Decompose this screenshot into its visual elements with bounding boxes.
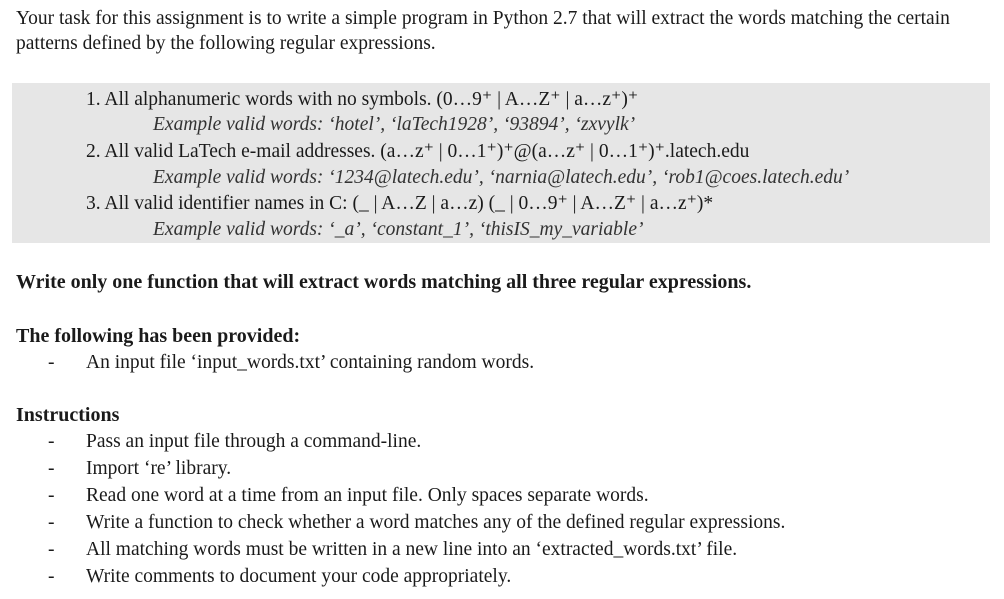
- provided-item-text: An input file ‘input_words.txt’ containing random words.: [86, 352, 535, 373]
- intro-paragraph: Your task for this assignment is to write a simple program in Python 2.7 that will extract the words matching the certain patterns defined by the following regular expressions.: [16, 8, 950, 54]
- instruction-item: [48, 429, 421, 454]
- pattern-3: 3. All valid identifier names in C: (_ | A…Z | a…z) (_ | 0…9⁺ | A…Z⁺ | a…z⁺)*: [86, 193, 714, 214]
- instruction-text: All matching words must be written in a new line into an ‘extracted_words.txt’ file.: [86, 539, 738, 560]
- bullet-dash: -: [48, 539, 55, 560]
- instruction-item: [48, 564, 511, 589]
- bullet-dash: -: [48, 566, 55, 587]
- pattern-2: 2. All valid LaTech e-mail addresses. (a…z⁺ | 0…1⁺)⁺@(a…z⁺ | 0…1⁺)⁺.latech.edu: [86, 141, 750, 162]
- instruction-text: Read one word at a time from an input file. Only spaces separate words.: [86, 485, 649, 506]
- provided-item: [48, 350, 534, 375]
- instruction-text: Pass an input file through a command-line.: [86, 431, 422, 452]
- instruction-item: [48, 456, 231, 481]
- one-function-requirement: Write only one function that will extract words matching all three regular expressions.: [16, 271, 752, 293]
- instruction-item: [48, 510, 785, 535]
- pattern-2-example: Example valid words: ‘1234@latech.edu’, ‘narnia@latech.edu’, ‘rob1@coes.latech.edu’: [153, 167, 850, 188]
- instruction-text: Import ‘re’ library.: [86, 458, 232, 479]
- pattern-1: 1. All alphanumeric words with no symbols. (0…9⁺ | A…Z⁺ | a…z⁺)⁺: [86, 89, 639, 110]
- instruction-text: Write comments to document your code appropriately.: [86, 566, 512, 587]
- instruction-item: [48, 537, 737, 562]
- bullet-dash: -: [48, 485, 55, 506]
- provided-heading: The following has been provided:: [16, 325, 301, 347]
- instruction-item: [48, 483, 649, 508]
- bullet-dash: -: [48, 352, 55, 373]
- pattern-1-example: Example valid words: ‘hotel’, ‘laTech1928’, ‘93894’, ‘zxvylk’: [153, 114, 636, 135]
- pattern-3-example: Example valid words: ‘_a’, ‘constant_1’, ‘thisIS_my_variable’: [153, 219, 644, 240]
- bullet-dash: -: [48, 458, 55, 479]
- bullet-dash: -: [48, 431, 55, 452]
- bullet-dash: -: [48, 512, 55, 533]
- instructions-heading: Instructions: [16, 404, 120, 426]
- instruction-text: Write a function to check whether a word matches any of the defined regular expressions.: [86, 512, 786, 533]
